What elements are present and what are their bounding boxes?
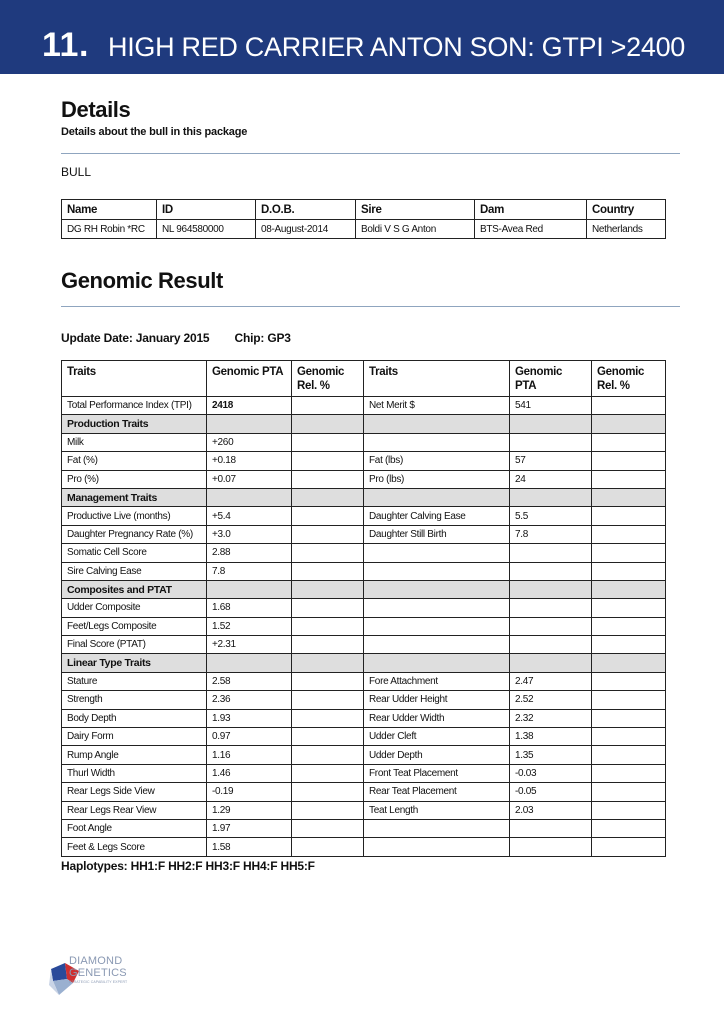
bull-sire: Boldi V S G Anton: [356, 220, 475, 239]
table-cell: [592, 636, 666, 654]
table-cell: Productive Live (months): [62, 507, 207, 525]
table-cell: -0.03: [510, 764, 592, 782]
table-cell: 1.38: [510, 728, 592, 746]
details-title: Details: [61, 97, 131, 122]
table-cell: Stature: [62, 672, 207, 690]
table-cell: 2.52: [510, 691, 592, 709]
table-row: [62, 838, 666, 856]
update-date: Update Date: January 2015: [61, 331, 210, 345]
table-cell: Thurl Width: [62, 764, 207, 782]
table-cell: [292, 746, 364, 764]
table-cell: [510, 654, 592, 672]
table-cell: [292, 580, 364, 598]
table-cell: [592, 709, 666, 727]
table-cell: [292, 415, 364, 433]
table-row: [62, 672, 666, 690]
table-row: [62, 728, 666, 746]
table-cell: Feet/Legs Composite: [62, 617, 207, 635]
table-cell: [207, 415, 292, 433]
table-cell: +3.0: [207, 525, 292, 543]
table-cell: [592, 764, 666, 782]
bull-dam: BTS-Avea Red: [475, 220, 587, 239]
table-cell: Daughter Calving Ease: [364, 507, 510, 525]
table-cell: [364, 819, 510, 837]
table-cell: Body Depth: [62, 709, 207, 727]
table-cell: [292, 470, 364, 488]
genomic-table-body: [62, 397, 666, 857]
table-cell: [510, 544, 592, 562]
table-row: [62, 801, 666, 819]
bull-col-country: Country: [587, 200, 666, 220]
table-cell: [292, 507, 364, 525]
table-cell: 2.47: [510, 672, 592, 690]
bull-col-sire: Sire: [356, 200, 475, 220]
table-row: [62, 691, 666, 709]
col-genomic-rel: Genomic Rel. %: [292, 361, 364, 397]
table-cell: [592, 654, 666, 672]
table-cell: [592, 672, 666, 690]
table-cell: 1.52: [207, 617, 292, 635]
table-cell: [364, 544, 510, 562]
table-cell: Strength: [62, 691, 207, 709]
table-cell: 7.8: [207, 562, 292, 580]
section-row: [62, 415, 666, 433]
table-row: [62, 544, 666, 562]
table-cell: [292, 636, 364, 654]
logo-line2: GENETICS: [69, 967, 127, 979]
table-cell: [592, 801, 666, 819]
table-cell: Rear Legs Rear View: [62, 801, 207, 819]
table-cell: +0.18: [207, 452, 292, 470]
section-row: [62, 654, 666, 672]
table-cell: [207, 654, 292, 672]
table-cell: [510, 415, 592, 433]
table-row: [62, 636, 666, 654]
table-cell: +2.31: [207, 636, 292, 654]
table-row: [62, 709, 666, 727]
table-cell: [592, 397, 666, 415]
table-cell: [364, 433, 510, 451]
section-row: [62, 488, 666, 506]
table-cell: -0.05: [510, 783, 592, 801]
table-cell: [364, 838, 510, 856]
table-row: [62, 819, 666, 837]
table-cell: [292, 433, 364, 451]
table-cell: 0.97: [207, 728, 292, 746]
table-row: [62, 470, 666, 488]
table-cell: Daughter Pregnancy Rate (%): [62, 525, 207, 543]
bull-table-header: [62, 200, 666, 220]
table-cell: [510, 838, 592, 856]
table-cell: 1.29: [207, 801, 292, 819]
table-cell: Daughter Still Birth: [364, 525, 510, 543]
bull-col-dam: Dam: [475, 200, 587, 220]
table-cell: [592, 562, 666, 580]
table-cell: 2.32: [510, 709, 592, 727]
genomic-table-header: [62, 361, 666, 397]
table-cell: [592, 433, 666, 451]
update-line: [61, 331, 313, 345]
table-cell: [292, 544, 364, 562]
table-cell: Rear Teat Placement: [364, 783, 510, 801]
table-cell: Rear Udder Height: [364, 691, 510, 709]
table-cell: [510, 433, 592, 451]
table-cell: [592, 452, 666, 470]
table-cell: 57: [510, 452, 592, 470]
table-cell: Somatic Cell Score: [62, 544, 207, 562]
table-row: [62, 764, 666, 782]
table-cell: [292, 397, 364, 415]
table-cell: +0.07: [207, 470, 292, 488]
table-cell: 7.8: [510, 525, 592, 543]
table-cell: Milk: [62, 433, 207, 451]
table-cell: 5.5: [510, 507, 592, 525]
table-cell: [292, 525, 364, 543]
table-cell: Teat Length: [364, 801, 510, 819]
table-cell: +260: [207, 433, 292, 451]
table-cell: 24: [510, 470, 592, 488]
table-cell: [292, 654, 364, 672]
table-cell: [364, 580, 510, 598]
table-cell: 541: [510, 397, 592, 415]
table-cell: Fat (%): [62, 452, 207, 470]
bull-id: NL 964580000: [157, 220, 256, 239]
table-cell: [592, 525, 666, 543]
table-row: [62, 783, 666, 801]
table-cell: [207, 580, 292, 598]
table-cell: Linear Type Traits: [62, 654, 207, 672]
table-cell: Fore Attachment: [364, 672, 510, 690]
table-cell: 1.68: [207, 599, 292, 617]
table-cell: [292, 764, 364, 782]
table-cell: [292, 783, 364, 801]
table-cell: 2.03: [510, 801, 592, 819]
bull-dob: 08-August-2014: [256, 220, 356, 239]
table-cell: [592, 488, 666, 506]
table-cell: Net Merit $: [364, 397, 510, 415]
table-cell: [510, 617, 592, 635]
table-cell: Final Score (PTAT): [62, 636, 207, 654]
table-row: [62, 433, 666, 451]
table-row: [62, 397, 666, 415]
table-cell: -0.19: [207, 783, 292, 801]
table-cell: [292, 838, 364, 856]
table-cell: Sire Calving Ease: [62, 562, 207, 580]
table-cell: 2.36: [207, 691, 292, 709]
table-cell: [364, 654, 510, 672]
col-genomic-pta-2: Genomic PTA: [510, 361, 592, 397]
page-number: 11.: [42, 26, 89, 64]
table-cell: [364, 617, 510, 635]
table-row: [62, 562, 666, 580]
table-cell: [592, 838, 666, 856]
table-cell: [364, 562, 510, 580]
table-cell: Udder Depth: [364, 746, 510, 764]
col-genomic-rel-2: Genomic Rel. %: [592, 361, 666, 397]
table-cell: [292, 709, 364, 727]
table-cell: 2.58: [207, 672, 292, 690]
table-cell: 2418: [207, 397, 292, 415]
table-cell: [592, 691, 666, 709]
table-cell: [207, 488, 292, 506]
table-cell: Composites and PTAT: [62, 580, 207, 598]
table-cell: Udder Composite: [62, 599, 207, 617]
genomic-divider: [61, 306, 680, 307]
bull-name: DG RH Robin *RC: [62, 220, 157, 239]
table-cell: Udder Cleft: [364, 728, 510, 746]
table-cell: [592, 746, 666, 764]
table-cell: [592, 617, 666, 635]
table-cell: 1.93: [207, 709, 292, 727]
page-title: HIGH RED CARRIER ANTON SON: GTPI >2400: [108, 32, 685, 62]
table-cell: [364, 636, 510, 654]
table-cell: [510, 562, 592, 580]
table-cell: [364, 488, 510, 506]
table-cell: [592, 544, 666, 562]
table-cell: Total Performance Index (TPI): [62, 397, 207, 415]
section-row: [62, 580, 666, 598]
table-cell: Production Traits: [62, 415, 207, 433]
haplotypes: Haplotypes: HH1:F HH2:F HH3:F HH4:F HH5:F: [61, 859, 315, 873]
table-cell: [292, 452, 364, 470]
table-cell: 1.46: [207, 764, 292, 782]
table-cell: Foot Angle: [62, 819, 207, 837]
table-cell: Rear Legs Side View: [62, 783, 207, 801]
col-traits-2: Traits: [364, 361, 510, 397]
chip-label: Chip: GP3: [234, 331, 291, 345]
table-cell: Rump Angle: [62, 746, 207, 764]
table-cell: [592, 599, 666, 617]
table-cell: [592, 507, 666, 525]
table-cell: [364, 415, 510, 433]
bull-table: [61, 199, 666, 239]
genomic-title: Genomic Result: [61, 268, 223, 293]
table-cell: 2.88: [207, 544, 292, 562]
table-cell: [510, 580, 592, 598]
table-cell: [592, 819, 666, 837]
table-row: [62, 746, 666, 764]
table-cell: [510, 488, 592, 506]
table-cell: [592, 783, 666, 801]
table-cell: Pro (lbs): [364, 470, 510, 488]
table-row: [62, 452, 666, 470]
table-row: [62, 525, 666, 543]
logo-tagline: STRATEGIC CAPABILITY EXPERT: [69, 980, 128, 984]
table-cell: [592, 580, 666, 598]
bull-country: Netherlands: [587, 220, 666, 239]
table-cell: [292, 599, 364, 617]
details-divider: [61, 153, 680, 154]
table-cell: Front Teat Placement: [364, 764, 510, 782]
col-genomic-pta: Genomic PTA: [207, 361, 292, 397]
table-cell: [510, 819, 592, 837]
table-cell: [292, 691, 364, 709]
bull-label: BULL: [61, 165, 92, 179]
table-cell: [364, 599, 510, 617]
table-cell: [592, 415, 666, 433]
table-cell: Fat (lbs): [364, 452, 510, 470]
table-cell: Pro (%): [62, 470, 207, 488]
table-cell: 1.35: [510, 746, 592, 764]
table-cell: +5.4: [207, 507, 292, 525]
table-cell: Dairy Form: [62, 728, 207, 746]
table-cell: [292, 562, 364, 580]
bull-col-dob: D.O.B.: [256, 200, 356, 220]
header-band: [0, 0, 724, 74]
table-cell: [292, 672, 364, 690]
table-cell: Feet & Legs Score: [62, 838, 207, 856]
table-cell: [592, 728, 666, 746]
col-traits: Traits: [62, 361, 207, 397]
bull-col-name: Name: [62, 200, 157, 220]
table-cell: [510, 636, 592, 654]
logo-line1: DIAMOND: [69, 955, 123, 967]
table-cell: [292, 488, 364, 506]
details-subtitle: Details about the bull in this package: [61, 126, 248, 138]
table-cell: [292, 617, 364, 635]
bull-table-row: [62, 220, 666, 239]
table-cell: [510, 599, 592, 617]
table-cell: [592, 470, 666, 488]
table-row: [62, 617, 666, 635]
table-cell: Rear Udder Width: [364, 709, 510, 727]
table-cell: [292, 728, 364, 746]
table-cell: [292, 801, 364, 819]
table-cell: 1.16: [207, 746, 292, 764]
bull-col-id: ID: [157, 200, 256, 220]
table-row: [62, 507, 666, 525]
table-cell: 1.97: [207, 819, 292, 837]
table-cell: [292, 819, 364, 837]
table-cell: 1.58: [207, 838, 292, 856]
genomic-table: [61, 360, 666, 857]
table-row: [62, 599, 666, 617]
company-logo: [49, 955, 139, 997]
table-cell: Management Traits: [62, 488, 207, 506]
